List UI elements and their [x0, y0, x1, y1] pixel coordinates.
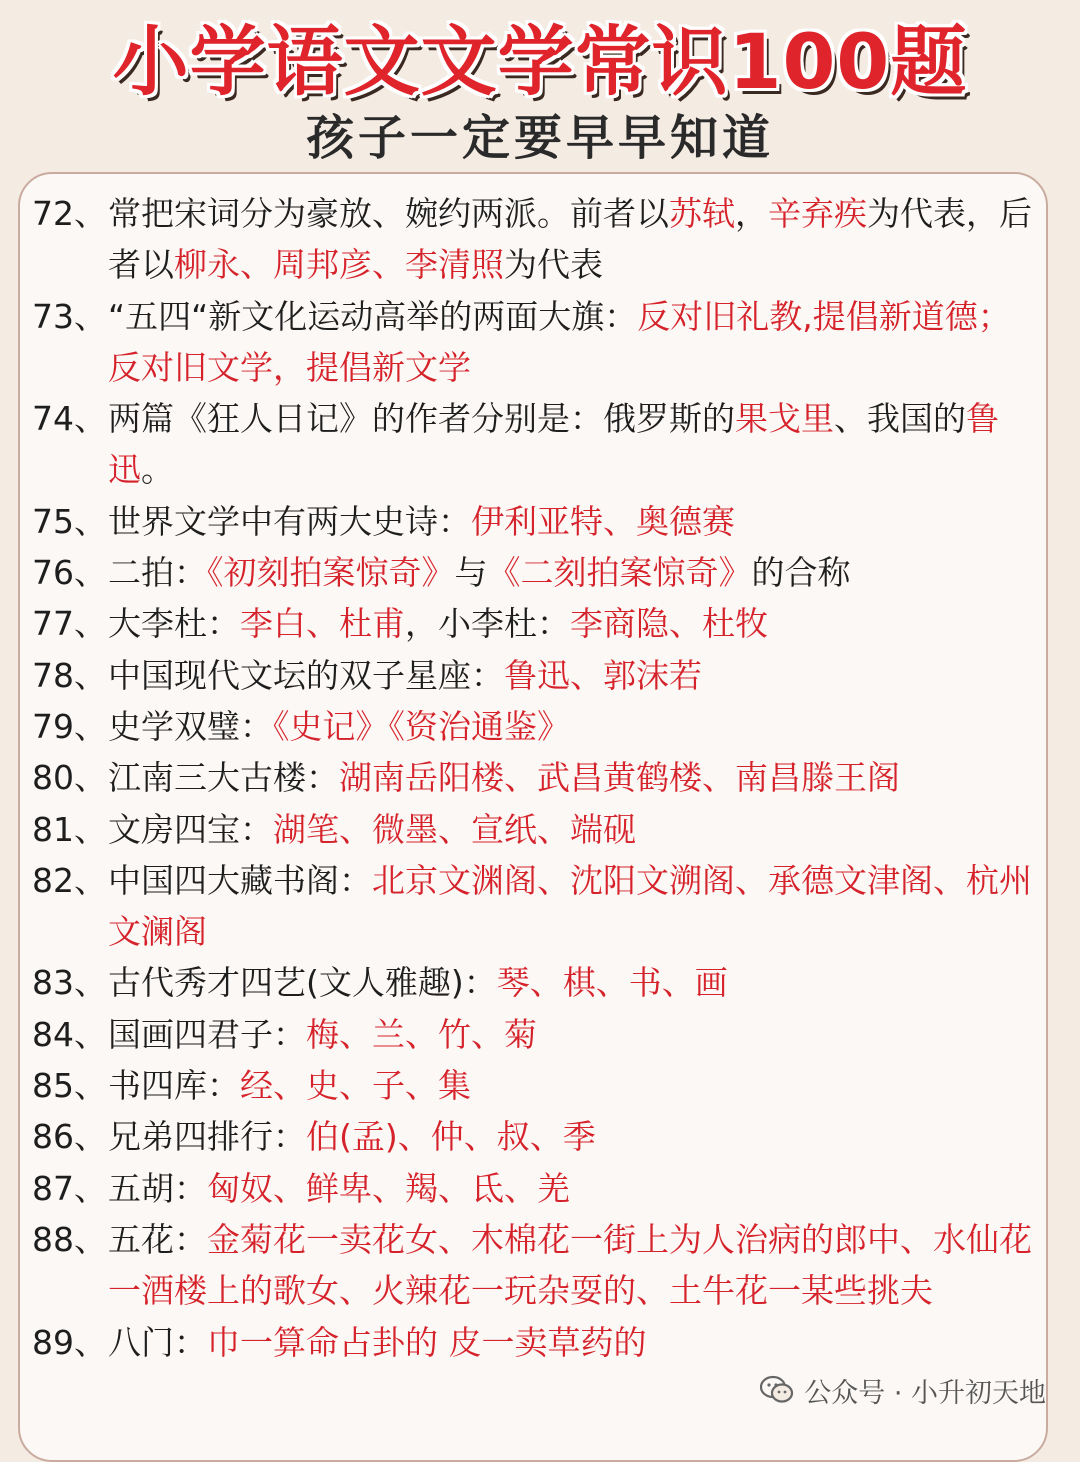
question-text: 国画四君子： [108, 1014, 306, 1054]
list-item [32, 1317, 1042, 1368]
answer-text: 北京文渊阁、沈阳文溯阁、承德文津阁、杭州文澜阁 [108, 860, 1032, 952]
question-text: 为代表，后者以 [108, 194, 1032, 285]
question-text: 五胡： [108, 1168, 207, 1208]
item-text [108, 496, 1042, 547]
item-number: 74、 [32, 399, 107, 439]
question-text: 书四库： [108, 1066, 240, 1106]
item-text [108, 1163, 1042, 1214]
list-item [32, 393, 1042, 496]
answer-text: 伊利亚特、奥德赛 [471, 501, 735, 541]
question-text: 古代秀才四艺(文人雅趣)： [108, 963, 497, 1003]
answer-text: 《初刻拍案惊奇》 [207, 553, 455, 593]
answer-text: 金菊花一卖花女、木棉花一街上为人治病的郎中、水仙花一酒楼上的歌女、火辣花一玩杂耍的、土牛花一某些挑夫 [108, 1219, 1032, 1311]
answer-text: 反对旧礼教,提倡新道德；反对旧文学，提倡新文学 [108, 296, 1011, 387]
item-text [108, 1060, 1042, 1111]
item-number: 72、 [32, 194, 107, 233]
item-number: 87、 [32, 1168, 107, 1208]
item-number: 84、 [32, 1014, 107, 1054]
answer-text: 李商隐、杜牧 [570, 604, 768, 644]
question-text: 史学双璧： [108, 706, 273, 746]
answer-text: 李白、杜甫 [240, 604, 405, 644]
wechat-icon [760, 1375, 794, 1405]
watermark [760, 1370, 1046, 1410]
question-text: 大李杜： [108, 604, 240, 644]
list-item [32, 598, 1042, 649]
answer-text: 湖笔、微墨、宣纸、端砚 [273, 809, 636, 849]
question-text: 兄弟四排行： [108, 1117, 306, 1157]
answer-text: 匈奴、鲜卑、羯、氐、羌 [207, 1168, 570, 1208]
item-text [108, 291, 1042, 394]
item-number: 73、 [32, 296, 107, 336]
item-number: 85、 [32, 1066, 107, 1106]
list-item [32, 650, 1042, 701]
list-item [32, 855, 1042, 958]
list-item [32, 701, 1042, 752]
answer-text: 《二刻拍案惊奇》 [487, 553, 752, 593]
question-text: “五四“新文化运动高举的两面大旗： [108, 296, 638, 336]
item-text [108, 393, 1042, 496]
item-text [108, 1111, 1042, 1162]
question-text: ，小李杜： [405, 604, 570, 644]
item-text [108, 752, 1042, 803]
answer-text: 果戈里 [735, 399, 834, 439]
question-text: 与 [454, 553, 488, 593]
item-number: 79、 [32, 706, 107, 746]
item-number: 86、 [32, 1117, 107, 1157]
item-text [108, 804, 1042, 855]
item-text [108, 1317, 1042, 1368]
question-text: 二拍： [108, 553, 207, 593]
item-number: 78、 [32, 655, 107, 695]
list-item [32, 1214, 1042, 1317]
answer-text: 鲁迅 [108, 399, 999, 490]
item-number: 75、 [32, 501, 107, 541]
list-item [32, 804, 1042, 855]
item-text [108, 1009, 1042, 1060]
question-text: 、我国的 [834, 399, 966, 439]
answer-text: 湖南岳阳楼、武昌黄鹤楼、南昌滕王阁 [339, 758, 900, 798]
question-text: 江南三大古楼： [108, 758, 339, 798]
item-text [108, 547, 1042, 598]
item-text [108, 650, 1042, 701]
answer-text: 柳永、周邦彦、李清照 [174, 245, 504, 285]
item-number: 82、 [32, 860, 107, 900]
answer-text: 伯(孟)、仲、叔、季 [306, 1117, 596, 1157]
item-number: 80、 [32, 758, 107, 798]
item-number: 76、 [32, 553, 107, 593]
answer-text: 《史记》《资治通鉴》 [273, 706, 570, 746]
list-item [32, 547, 1042, 598]
list-item [32, 1009, 1042, 1060]
answer-text: 辛弃疾 [768, 194, 867, 233]
item-number: 88、 [32, 1219, 107, 1259]
question-text: 两篇《狂人日记》的作者分别是：俄罗斯的 [108, 399, 735, 439]
list-item [32, 957, 1042, 1008]
question-text: 的合称 [751, 553, 851, 593]
question-text: 常把宋词分为豪放、婉约两派。前者以 [108, 194, 669, 233]
answer-text: 经、史、子、集 [240, 1066, 471, 1106]
answer-text: 梅、兰、竹、菊 [306, 1014, 537, 1054]
question-text: 为代表 [504, 245, 603, 285]
list-item [32, 1163, 1042, 1214]
item-number: 83、 [32, 963, 107, 1003]
question-text: 文房四宝： [108, 809, 273, 849]
list-item [32, 1111, 1042, 1162]
question-list [32, 188, 1042, 1368]
list-item [32, 188, 1042, 291]
question-text: ， [735, 194, 768, 233]
question-text: 中国现代文坛的双子星座： [108, 655, 504, 695]
list-item [32, 291, 1042, 394]
item-text [108, 957, 1042, 1008]
item-number: 89、 [32, 1322, 107, 1362]
item-text [108, 598, 1042, 649]
question-text: 五花： [108, 1219, 207, 1259]
question-text: 中国四大藏书阁： [108, 860, 372, 900]
watermark-text: 公众号 · 小升初天地 [804, 1377, 1046, 1409]
item-number: 81、 [32, 809, 107, 849]
page-title: 小学语文文学常识100题 [112, 17, 968, 106]
item-number: 77、 [32, 604, 107, 644]
answer-text: 琴、棋、书、画 [496, 963, 728, 1003]
answer-text: 巾一算命占卦的 皮一卖草药的 [207, 1322, 647, 1362]
answer-text: 苏轼 [669, 194, 735, 233]
list-item [32, 752, 1042, 803]
item-text [108, 1214, 1042, 1317]
item-text [108, 188, 1042, 291]
list-item [32, 1060, 1042, 1111]
answer-text: 鲁迅、郭沫若 [504, 655, 702, 695]
question-text: 八门： [108, 1322, 207, 1362]
item-text [108, 701, 1042, 752]
question-text: 。 [141, 450, 174, 490]
item-text [108, 855, 1042, 958]
page-subtitle: 孩子一定要早早知道 [305, 110, 774, 166]
question-text: 世界文学中有两大史诗： [108, 501, 471, 541]
list-item [32, 496, 1042, 547]
